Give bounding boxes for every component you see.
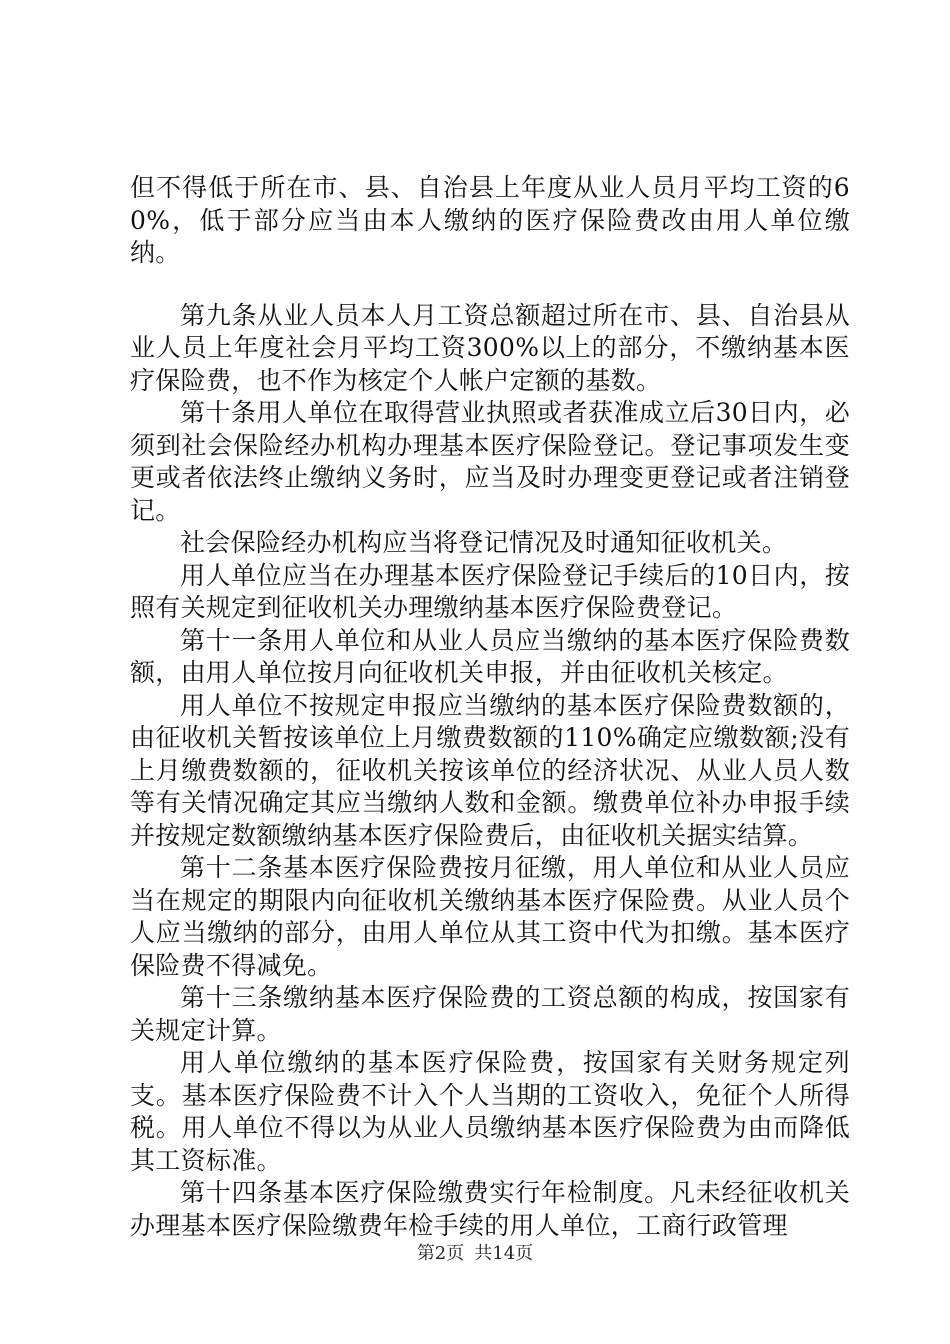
paragraph-article-11: 第十一条用人单位和从业人员应当缴纳的基本医疗保险费数额，由用人单位按月向征收机关申报，并由征收机关核定。: [130, 625, 850, 687]
paragraph-financial-rule: 用人单位缴纳的基本医疗保险费，按国家有关财务规定列支。基本医疗保险费不计入个人当期的工资收入，免征个人所得税。用人单位不得以为从业人员缴纳基本医疗保险费为由而降低其工资标准。: [130, 1048, 850, 1175]
page-number: 第2页: [416, 1243, 465, 1264]
paragraph-declaration-rule: 用人单位不按规定申报应当缴纳的基本医疗保险费数额的，由征收机关暂按该单位上月缴费数额的110%确定应缴数额;没有上月缴费数额的，征收机关按该单位的经济状况、从业人员人数等有关情况确定其应当缴纳人数和金额。缴费单位补办申报手续并按规定数额缴纳基本医疗保险费后，由征收机关据实结算。: [130, 690, 850, 850]
paragraph-continuation: 但不得低于所在市、县、自治县上年度从业人员月平均工资的60%，低于部分应当由本人缴纳的医疗保险费改由用人单位缴纳。: [130, 173, 850, 267]
paragraph-registration-notice: 社会保险经办机构应当将登记情况及时通知征收机关。: [180, 528, 788, 557]
paragraph-article-9: 第九条从业人员本人月工资总额超过所在市、县、自治县从业人员上年度社会月平均工资300%以上的部分，不缴纳基本医疗保险费，也不作为核定个人帐户定额的基数。: [130, 300, 850, 395]
paragraph-article-10: 第十条用人单位在取得营业执照或者获准成立后30日内，必须到社会保险经办机构办理基本医疗保险登记。登记事项发生变更或者依法终止缴纳义务时，应当及时办理变更登记或者注销登记。: [130, 398, 850, 525]
document-body: [130, 172, 850, 1242]
paragraph-article-13: 第十三条缴纳基本医疗保险费的工资总额的构成，按国家有关规定计算。: [130, 983, 850, 1045]
paragraph-article-14: 第十四条基本医疗保险缴费实行年检制度。凡未经征收机关办理基本医疗保险缴费年检手续的用人单位，工商行政管理: [130, 1178, 850, 1240]
paragraph-article-12: 第十二条基本医疗保险费按月征缴，用人单位和从业人员应当在规定的期限内向征收机关缴纳基本医疗保险费。从业人员个人应当缴纳的部分，由用人单位从其工资中代为扣缴。基本医疗保险费不得减免。: [130, 853, 850, 980]
page-footer: [0, 1243, 950, 1265]
page-total: 共14页: [474, 1243, 534, 1264]
paragraph-registration-deadline: 用人单位应当在办理基本医疗保险登记手续后的10日内，按照有关规定到征收机关办理缴纳基本医疗保险费登记。: [130, 560, 850, 622]
